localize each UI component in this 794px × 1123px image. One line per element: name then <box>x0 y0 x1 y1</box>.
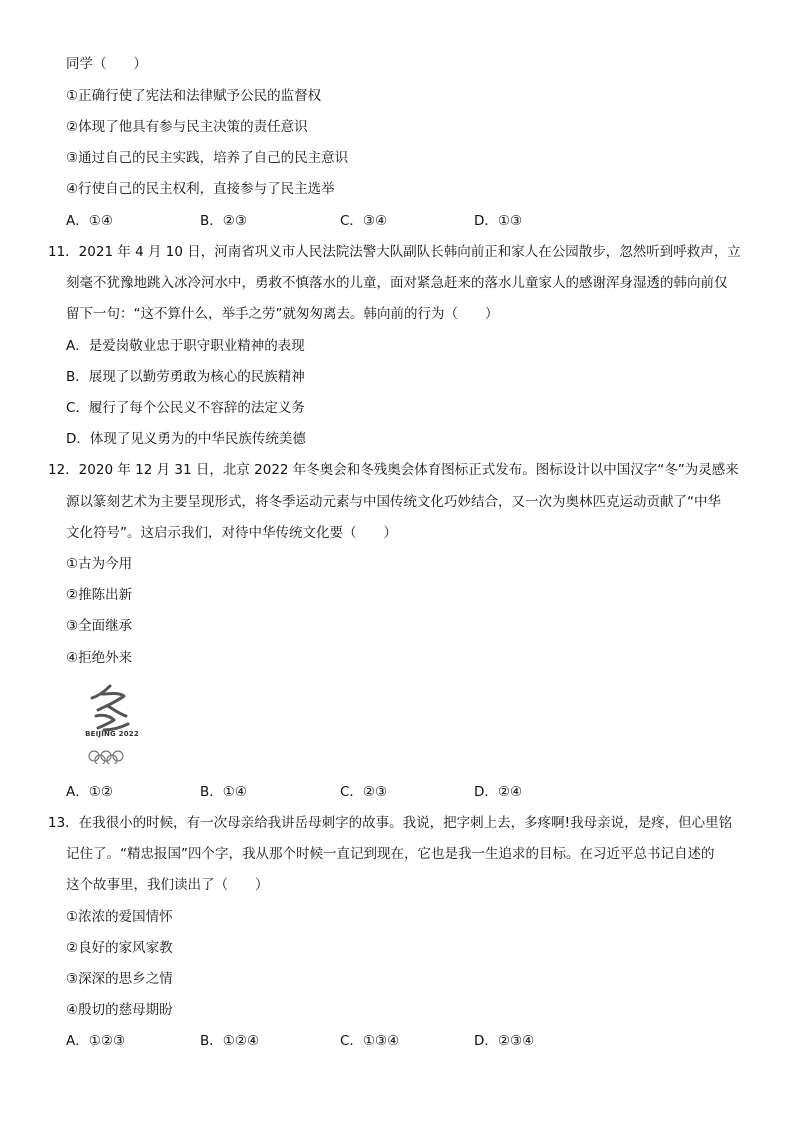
q10-option-b[interactable]: B．②③ <box>200 213 247 229</box>
q12-option-d[interactable]: D．②④ <box>474 784 523 800</box>
q12-stem-line-3: 文化符号”。这启示我们，对待中华传统文化要（ ） <box>66 525 397 541</box>
q13-stem-line-1: 13．在我很小的时候，有一次母亲给我讲岳母刺字的故事。我说，把字刺上去，多疼啊!我母亲说，是疼，但心里铭 <box>48 815 733 831</box>
q10-item-4: ④行使自己的民主权利，直接参与了民主选举 <box>66 181 335 197</box>
q10-item-3: ③通过自己的民主实践，培养了自己的民主意识 <box>66 150 349 166</box>
q11-option-b[interactable]: B．展现了以勤劳勇敢为核心的民族精神 <box>66 369 305 385</box>
q12-item-3: ③全面继承 <box>66 618 133 634</box>
q11-stem-line-3: 留下一句：“这不算什么，举手之劳”就匆匆离去。韩向前的行为（ ） <box>66 306 499 322</box>
q11-option-d[interactable]: D．体现了见义勇为的中华民族传统美德 <box>66 431 306 447</box>
beijing-2022-emblem-text: BEIJING 2022 <box>85 730 139 738</box>
q13-stem-line-3: 这个故事里，我们读出了（ ） <box>66 877 269 893</box>
q13-option-c[interactable]: C．①③④ <box>340 1033 400 1049</box>
q13-item-4: ④殷切的慈母期盼 <box>66 1002 173 1018</box>
q12-stem-line-1: 12．2020 年 12 月 31 日，北京 2022 年冬奥会和冬残奥会体育图标正式发布。图标设计以中国汉字“冬”为灵感来 <box>48 462 739 478</box>
q13-item-3: ③深深的思乡之情 <box>66 971 173 987</box>
q11-option-c[interactable]: C．履行了每个公民义不容辞的法定义务 <box>66 400 305 416</box>
q13-option-a[interactable]: A．①②③ <box>66 1033 126 1049</box>
q12-stem-line-2: 源以篆刻艺术为主要呈现形式，将冬季运动元素与中国传统文化巧妙结合，又一次为奥林匹克运动贡献了“中华 <box>66 494 721 510</box>
q13-option-b[interactable]: B．①②④ <box>200 1033 260 1049</box>
q10-option-a[interactable]: A．①④ <box>66 213 113 229</box>
q11-stem-line-2: 刻毫不犹豫地跳入冰冷河水中，勇救不慎落水的儿童，面对紧急赶来的落水儿童家人的感谢浑身湿透的韩向前仅 <box>66 275 728 291</box>
q12-item-2: ②推陈出新 <box>66 587 133 603</box>
q12-option-a[interactable]: A．①② <box>66 784 113 800</box>
q10-item-1: ①正确行使了宪法和法律赋予公民的监督权 <box>66 88 322 104</box>
q11-stem-line-1: 11．2021 年 4 月 10 日，河南省巩义市人民法院法警大队副队长韩向前正和家人在公园散步，忽然听到呼救声，立 <box>48 244 741 260</box>
q12-item-4: ④拒绝外来 <box>66 650 133 666</box>
q13-stem-line-2: 记住了。“精忠报国”四个字，我从那个时候一直记到现在，它也是我一生追求的目标。在习近平总书记自述的 <box>66 846 715 862</box>
q12-item-1: ①古为今用 <box>66 556 133 572</box>
q10-option-d[interactable]: D．①③ <box>474 213 523 229</box>
q13-item-2: ②良好的家风家教 <box>66 940 173 956</box>
q12-option-c[interactable]: C．②③ <box>340 784 388 800</box>
q10-option-c[interactable]: C．③④ <box>340 213 388 229</box>
q11-option-a[interactable]: A．是爱岗敬业忠于职守职业精神的表现 <box>66 338 305 354</box>
q13-item-1: ①浓浓的爱国情怀 <box>66 909 173 925</box>
q10-item-2: ②体现了他具有参与民主决策的责任意识 <box>66 119 308 135</box>
q10-stem-tail: 同学（ ） <box>66 56 147 72</box>
q13-option-d[interactable]: D．②③④ <box>474 1033 535 1049</box>
beijing-2022-emblem-image <box>80 680 144 764</box>
q12-option-b[interactable]: B．①④ <box>200 784 247 800</box>
